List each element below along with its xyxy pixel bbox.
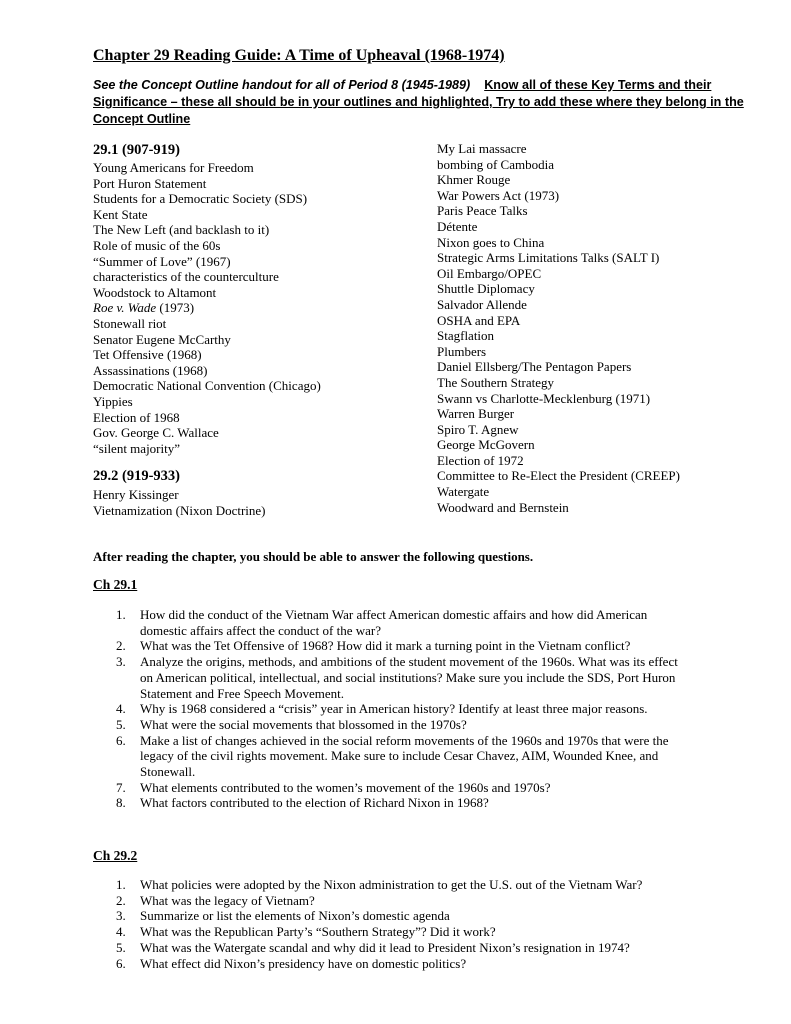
term-item: OSHA and EPA <box>437 312 521 328</box>
term-list-29-1 <box>93 160 423 300</box>
term-item: Gov. George C. Wallace <box>93 425 219 441</box>
question-item <box>0 638 692 654</box>
term-item: Election of 1968 <box>93 409 180 425</box>
term-item: My Lai massacre <box>437 141 527 156</box>
section-heading-29-1: 29.1 (907-919) <box>93 142 180 158</box>
term-item: Khmer Rouge <box>437 172 511 188</box>
question-number: 3. <box>116 654 126 670</box>
question-number: 5. <box>116 716 126 732</box>
question-number: 6. <box>116 955 126 971</box>
question-text: Analyze the origins, methods, and ambitions of the student movement of the 1960s. What was its effect on American political, intellectual, and social institutions? Make sure you include the SDS, Port Huron Statement and Free Speech Movement. <box>140 654 678 701</box>
question-text: Make a list of changes achieved in the social reform movements of the 1960s and 1970s that were the legacy of the civil rights movement. Make sure to include Cesar Chavez, AIM, Wounded Knee, and Stonewall. <box>140 732 669 780</box>
question-text: What elements contributed to the women’s movement of the 1960s and 1970s? <box>140 779 551 795</box>
question-item <box>0 795 692 811</box>
term-item: Role of music of the 60s <box>93 237 221 253</box>
term-item: Warren Burger <box>437 406 515 422</box>
term-item: Spiro T. Agnew <box>437 421 519 437</box>
term-item: characteristics of the counterculture <box>93 269 279 285</box>
chapter-heading-29-2: Ch 29.2 <box>93 848 138 863</box>
term-item: Woodstock to Altamont <box>93 284 217 300</box>
question-text: Summarize or list the elements of Nixon’s domestic agenda <box>140 908 450 924</box>
question-number: 4. <box>116 924 126 940</box>
question-item <box>0 893 692 909</box>
term-item: The Southern Strategy <box>437 374 554 390</box>
term-item: Assassinations (1968) <box>93 362 208 378</box>
question-number: 2. <box>116 892 126 908</box>
question-number: 4. <box>116 701 126 717</box>
term-item: Oil Embargo/OPEC <box>437 265 542 281</box>
term-item <box>93 300 423 316</box>
term-item: Port Huron Statement <box>93 175 207 191</box>
term-item: Strategic Arms Limitations Talks (SALT I) <box>437 250 660 266</box>
question-text: What was the Republican Party’s “Southern Strategy”? Did it work? <box>140 924 496 940</box>
question-number: 8. <box>116 795 126 811</box>
question-list-29-1 <box>0 607 692 811</box>
term-item: “Summer of Love” (1967) <box>93 253 231 269</box>
question-item <box>0 877 692 893</box>
term-item: War Powers Act (1973) <box>437 187 560 203</box>
question-item <box>0 733 692 780</box>
question-item <box>0 780 692 796</box>
term-item: Students for a Democratic Society (SDS) <box>93 191 308 207</box>
question-item <box>0 956 692 972</box>
term-item: Committee to Re-Elect the President (CREEP) <box>437 468 680 484</box>
term-list-29-1-continued <box>93 316 423 456</box>
term-item: George McGovern <box>437 437 535 453</box>
term-item: bombing of Cambodia <box>437 156 554 172</box>
document-title: Chapter 29 Reading Guide: A Time of Upheaval (1968-1974) <box>93 47 505 64</box>
term-item: Yippies <box>93 393 133 409</box>
question-text: What policies were adopted by the Nixon administration to get the U.S. out of the Vietnam War? <box>140 877 643 892</box>
question-text: What factors contributed to the election of Richard Nixon in 1968? <box>140 795 489 811</box>
term-item: Salvador Allende <box>437 296 527 312</box>
question-number: 1. <box>116 877 126 892</box>
question-number: 5. <box>116 939 126 955</box>
question-number: 6. <box>116 732 126 748</box>
term-item: Stonewall riot <box>93 315 167 331</box>
question-text: What was the Watergate scandal and why did it lead to President Nixon’s resignation in 1974? <box>140 939 630 955</box>
intro-italic-text: See the Concept Outline handout for all of Period 8 (1945-1989) <box>93 78 471 92</box>
term-item: Vietnamization (Nixon Doctrine) <box>93 502 266 518</box>
question-number: 3. <box>116 908 126 924</box>
key-terms-left-column <box>93 141 423 518</box>
term-item: Nixon goes to China <box>437 234 545 250</box>
question-list-29-2 <box>0 877 692 971</box>
question-item <box>0 654 692 701</box>
question-number: 1. <box>116 607 126 622</box>
section-heading-29-2: 29.2 (919-933) <box>93 468 180 485</box>
term-item: Young Americans for Freedom <box>93 160 254 175</box>
term-italic-part: Roe v. Wade <box>93 300 157 316</box>
question-item <box>0 940 692 956</box>
term-rest-part: (1973) <box>156 300 195 316</box>
term-item: Senator Eugene McCarthy <box>93 331 231 347</box>
question-number: 2. <box>116 638 126 654</box>
question-text: What effect did Nixon’s presidency have on domestic politics? <box>140 955 467 971</box>
term-list-29-2 <box>93 487 423 518</box>
question-item <box>0 924 692 940</box>
term-item: Stagflation <box>437 328 495 344</box>
after-reading-instruction: After reading the chapter, you should be able to answer the following questions. <box>93 549 534 564</box>
question-item <box>0 908 692 924</box>
question-text: What was the Tet Offensive of 1968? How did it mark a turning point in the Vietnam conflict? <box>140 638 631 654</box>
term-item: Daniel Ellsberg/The Pentagon Papers <box>437 359 632 375</box>
intro-instructions <box>93 77 753 128</box>
term-item: Woodward and Bernstein <box>437 499 569 515</box>
question-number: 7. <box>116 779 126 795</box>
chapter-heading-29-1: Ch 29.1 <box>93 577 138 592</box>
term-item: Swann vs Charlotte-Mecklenburg (1971) <box>437 390 651 406</box>
term-item: Democratic National Convention (Chicago) <box>93 378 321 394</box>
term-item: “silent majority” <box>93 440 181 456</box>
question-text: What were the social movements that blossomed in the 1970s? <box>140 716 467 732</box>
term-item: Shuttle Diplomacy <box>437 281 535 297</box>
question-text: What was the legacy of Vietnam? <box>140 892 315 908</box>
term-item: The New Left (and backlash to it) <box>93 222 270 238</box>
question-text: Why is 1968 considered a “crisis” year in American history? Identify at least three major reasons. <box>140 701 648 717</box>
question-item <box>0 717 692 733</box>
question-item <box>0 701 692 717</box>
term-item: Tet Offensive (1968) <box>93 347 202 363</box>
term-item: Kent State <box>93 206 148 222</box>
term-item: Election of 1972 <box>437 452 524 468</box>
term-item: Paris Peace Talks <box>437 203 528 219</box>
question-text: How did the conduct of the Vietnam War affect American domestic affairs and how did American domestic affairs affect the conduct of the war? <box>140 607 648 638</box>
intro-underlined-text: Know all of these Key Terms and their Significance – these all should be in your outlines and highlighted, Try to add these where they belong in the Concept Outline <box>93 78 744 126</box>
question-item <box>0 607 692 638</box>
term-item: Henry Kissinger <box>93 487 179 503</box>
term-item: Watergate <box>437 484 490 500</box>
term-item: Détente <box>437 218 478 234</box>
term-list-right <box>437 141 757 515</box>
key-terms-right-column <box>437 141 757 515</box>
term-item: Plumbers <box>437 343 487 359</box>
